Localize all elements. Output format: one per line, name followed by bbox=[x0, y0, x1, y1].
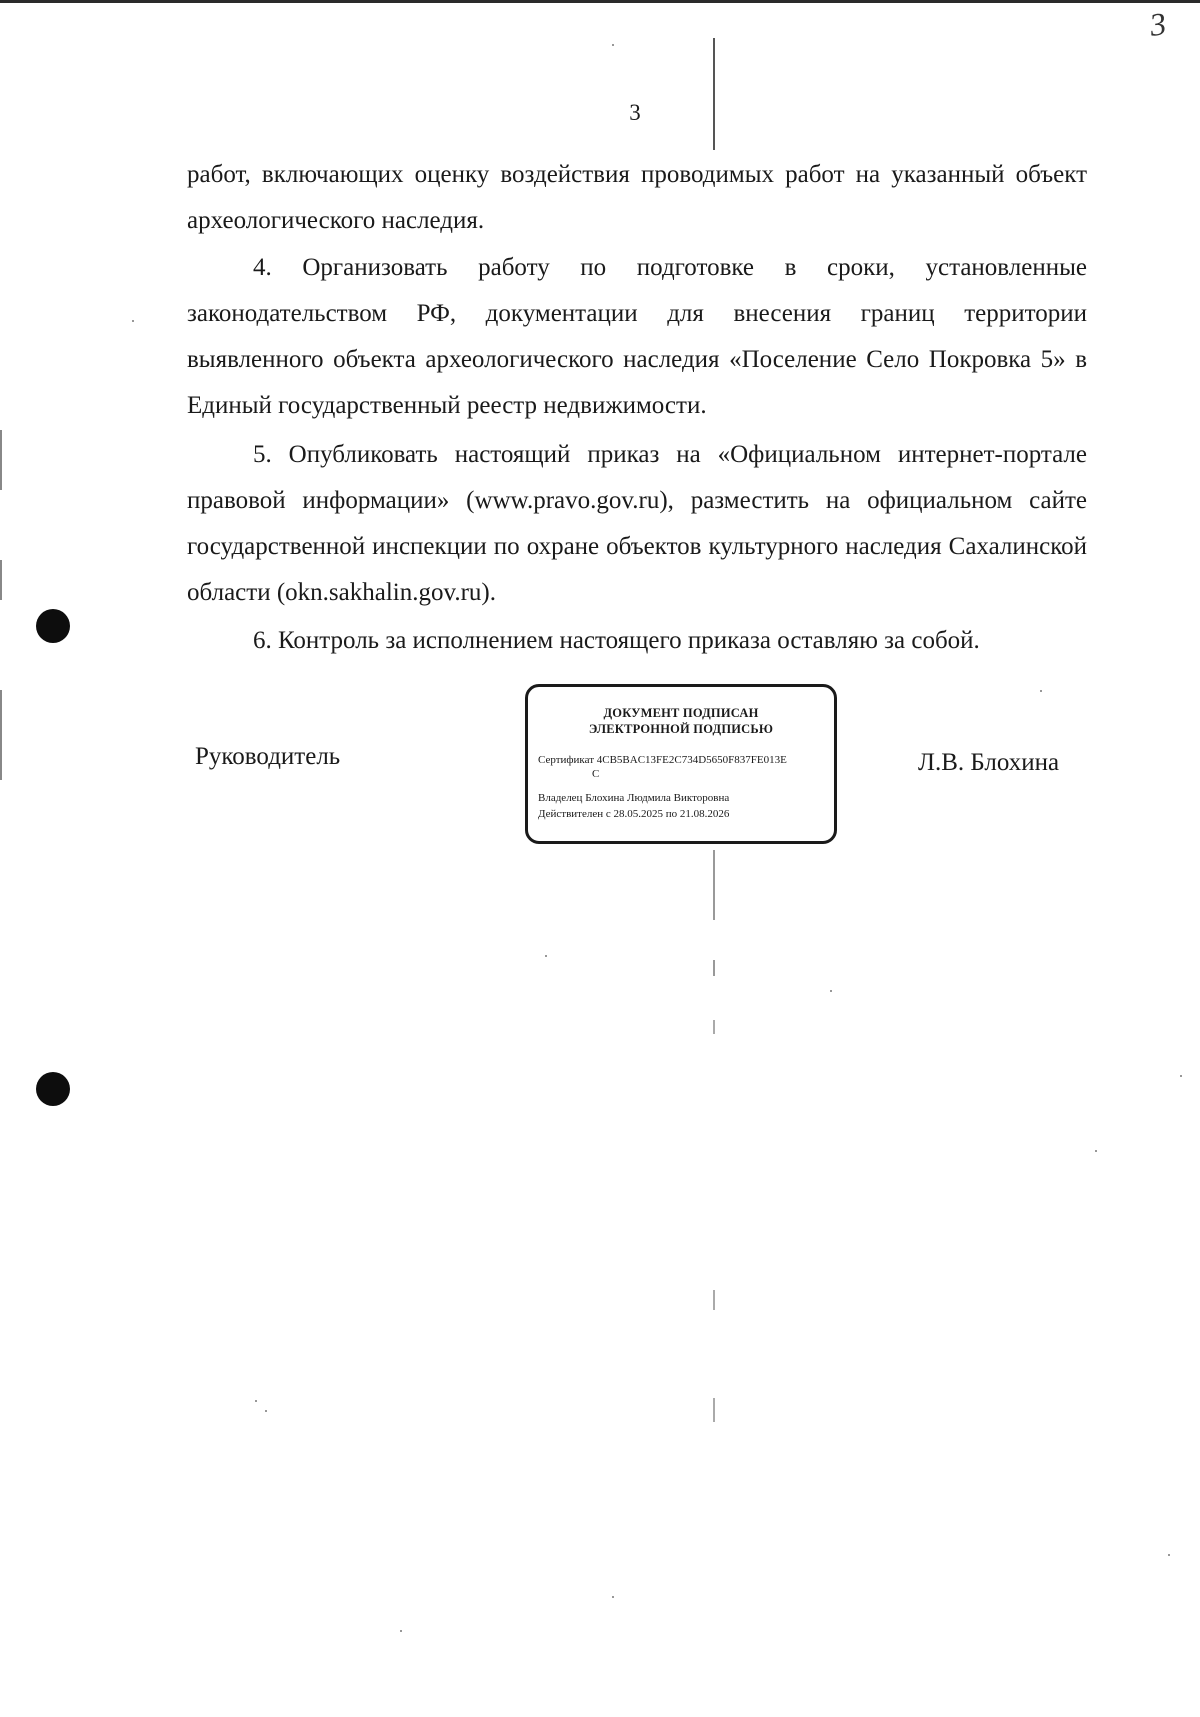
stamp-certificate-continuation: C bbox=[592, 768, 600, 780]
scan-fold-line bbox=[713, 38, 715, 150]
scan-edge-mark bbox=[0, 690, 2, 780]
stamp-owner: Владелец Блохина Людмила Викторовна bbox=[538, 792, 730, 804]
scan-fold-line bbox=[713, 1398, 715, 1422]
scan-speck bbox=[1180, 1075, 1182, 1077]
scan-fold-line bbox=[713, 850, 715, 920]
scan-fold-line bbox=[713, 960, 715, 976]
top-scan-edge bbox=[0, 0, 1200, 3]
scan-speck bbox=[255, 1400, 257, 1402]
signatory-role: Руководитель bbox=[195, 743, 341, 770]
scan-speck bbox=[830, 990, 832, 992]
handwritten-page-mark: 3 bbox=[1147, 5, 1169, 43]
paragraph-item-4: 4. Организовать работу по подготовке в сроки, установленные законодательством РФ, документации для внесения границ территории выявленного объекта археологического наследия «Поселение Село Покровка 5» в Единый государственный реестр недвижимости. bbox=[187, 254, 1087, 419]
scan-speck bbox=[1095, 1150, 1097, 1152]
paragraph-item-6: 6. Контроль за исполнением настоящего приказа оставляю за собой. bbox=[253, 627, 980, 654]
punch-hole-lower bbox=[36, 1072, 70, 1106]
stamp-certificate: Сертификат 4CB5BAC13FE2C734D5650F837FE013E bbox=[538, 754, 787, 766]
stamp-title-line-2: ЭЛЕКТРОННОЙ ПОДПИСЬЮ bbox=[588, 722, 774, 736]
scan-speck bbox=[545, 955, 547, 957]
scan-speck bbox=[265, 1410, 267, 1412]
scan-fold-line bbox=[713, 1290, 715, 1310]
scan-speck bbox=[612, 44, 614, 46]
signatory-name: Л.В. Блохина bbox=[918, 749, 1060, 776]
page-number: 3 bbox=[629, 100, 641, 125]
scan-speck bbox=[1040, 690, 1042, 692]
electronic-signature-stamp bbox=[525, 684, 837, 844]
stamp-validity: Действителен с 28.05.2025 по 21.08.2026 bbox=[538, 808, 730, 820]
scan-speck bbox=[400, 1630, 402, 1632]
scan-edge-mark bbox=[0, 560, 2, 600]
paragraph-continuation: работ, включающих оценку воздействия проводимых работ на указанный объект археологического наследия. bbox=[187, 161, 1087, 234]
scan-speck bbox=[1168, 1554, 1170, 1556]
stamp-title-line-1: ДОКУМЕНТ ПОДПИСАН bbox=[603, 706, 759, 720]
stamp-title bbox=[528, 705, 834, 737]
scan-speck bbox=[612, 1596, 614, 1598]
punch-hole-upper bbox=[36, 609, 70, 643]
paragraph-item-5: 5. Опубликовать настоящий приказ на «Официальном интернет-портале правовой информации» (www.pravo.gov.ru), разместить на официальном сайте государственной инспекции по охране объектов культурного наследия Сахалинской области (okn.sakhalin.gov.ru). bbox=[187, 441, 1087, 606]
scan-fold-line bbox=[713, 1020, 715, 1034]
scan-speck bbox=[132, 320, 134, 322]
scan-edge-mark bbox=[0, 430, 2, 490]
